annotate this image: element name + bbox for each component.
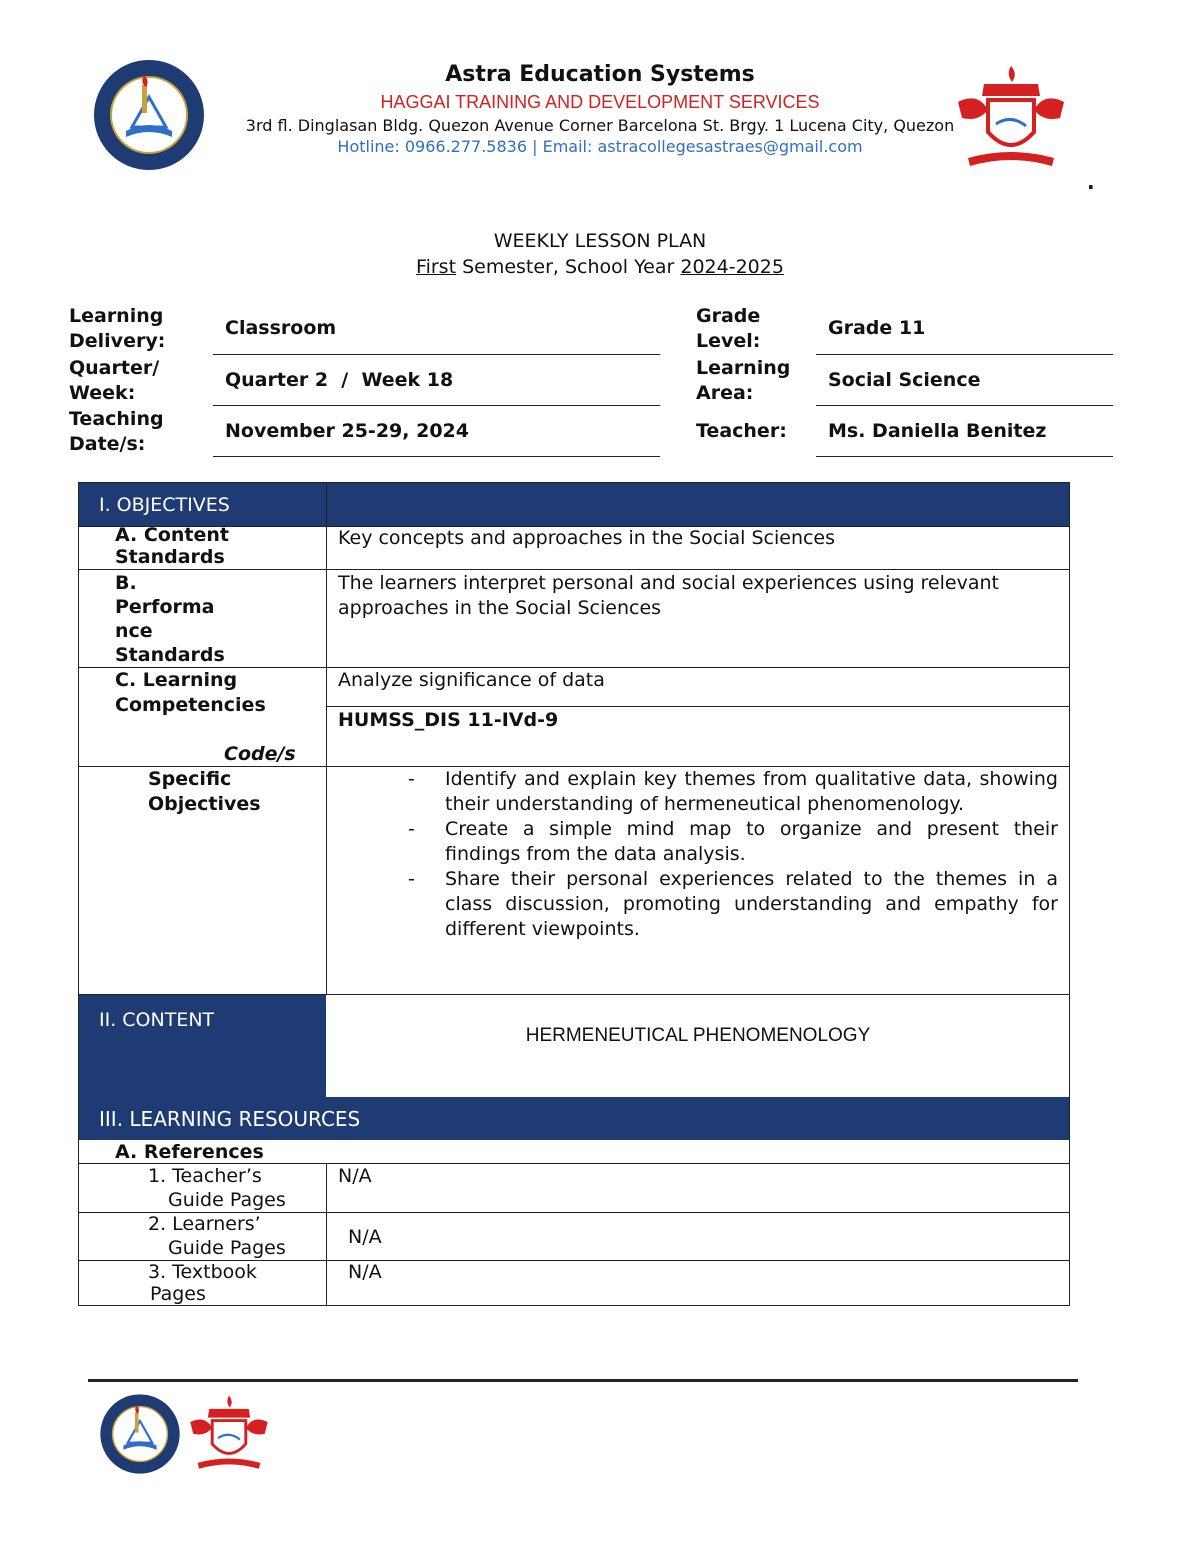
performance-standards-label-4: Standards bbox=[115, 644, 225, 666]
delivery-underline bbox=[213, 354, 660, 355]
semester-name: First bbox=[416, 256, 457, 278]
teachers-guide-label-1: 1. Teacher’s bbox=[148, 1165, 262, 1187]
content-value: HERMENEUTICAL PHENOMENOLOGY bbox=[525, 1025, 871, 1046]
content-header: II. CONTENT bbox=[99, 1009, 215, 1031]
org-subtitle: HAGGAI TRAINING AND DEVELOPMENT SERVICES bbox=[380, 92, 820, 112]
resources-header: III. LEARNING RESOURCES bbox=[99, 1107, 361, 1131]
specific-objectives-list bbox=[408, 767, 1058, 942]
objectives-header: I. OBJECTIVES bbox=[99, 494, 230, 516]
plan-semester bbox=[0, 256, 1200, 278]
teacher-label: Teacher: bbox=[696, 420, 787, 442]
date-label: Teaching Date/s: bbox=[69, 408, 164, 455]
date-underline bbox=[213, 456, 660, 457]
performance-standards-label-1: B. bbox=[115, 572, 137, 594]
row-divider bbox=[326, 706, 1069, 707]
date-value: November 25-29, 2024 bbox=[225, 420, 469, 442]
quarter-value: Quarter 2 / Week 18 bbox=[225, 369, 454, 391]
objective-item bbox=[408, 767, 1058, 817]
learners-guide-value: N/A bbox=[348, 1226, 382, 1248]
content-header-band bbox=[79, 995, 326, 1097]
plan-title: WEEKLY LESSON PLAN bbox=[493, 230, 707, 252]
performance-standards-value: The learners interpret personal and social experiences using relevant approaches in the Social Sciences bbox=[338, 572, 999, 619]
teachers-guide-value: N/A bbox=[338, 1165, 372, 1187]
grade-value: Grade 11 bbox=[828, 317, 926, 339]
dash-bullet: - bbox=[408, 868, 415, 890]
dash-bullet: - bbox=[408, 768, 415, 790]
delivery-label: Learning Delivery: bbox=[69, 305, 166, 352]
references-label: A. References bbox=[115, 1141, 264, 1163]
area-underline bbox=[816, 405, 1113, 406]
org-address: 3rd fl. Dinglasan Bldg. Quezon Avenue Corner Barcelona St. Brgy. 1 Lucena City, Quezon bbox=[245, 116, 955, 135]
teachers-guide-label-2: Guide Pages bbox=[168, 1189, 286, 1211]
code-label: Code/s bbox=[224, 743, 296, 765]
teacher-value: Ms. Daniella Benitez bbox=[828, 420, 1047, 442]
learners-guide-label-1: 2. Learners’ bbox=[148, 1213, 261, 1235]
learners-guide-label-2: Guide Pages bbox=[168, 1237, 286, 1259]
area-label: Learning Area: bbox=[696, 357, 791, 404]
textbook-value: N/A bbox=[348, 1261, 382, 1283]
content-standards-label: A. Content Standards bbox=[115, 524, 229, 568]
objectives-header-band bbox=[79, 483, 1069, 526]
org-name: Astra Education Systems bbox=[445, 62, 755, 87]
dash-bullet: - bbox=[408, 818, 415, 840]
stray-dot: . bbox=[1087, 170, 1095, 194]
objective-text: Identify and explain key themes from qualitative data, showing their understanding of hermeneutical phenomenology. bbox=[445, 768, 1058, 815]
grade-label: Grade Level: bbox=[696, 305, 761, 352]
quarter-underline bbox=[213, 405, 660, 406]
column-divider bbox=[326, 1163, 327, 1305]
objective-item bbox=[408, 867, 1058, 942]
org-contact: Hotline: 0966.277.5836 | Email: astracollegesastraes@gmail.com bbox=[337, 137, 863, 156]
specific-objectives-label: Specific Objectives bbox=[148, 768, 261, 815]
teacher-underline bbox=[816, 456, 1113, 457]
competencies-label: C. Learning Competencies bbox=[115, 669, 266, 716]
code-value: HUMSS_DIS 11-IVd-9 bbox=[338, 709, 559, 731]
resources-header-band bbox=[79, 1097, 1069, 1140]
textbook-label-1: 3. Textbook bbox=[148, 1261, 257, 1283]
row-divider bbox=[79, 569, 1069, 570]
delivery-value: Classroom bbox=[225, 317, 337, 339]
objective-text: Create a simple mind map to organize and present their findings from the data analysis. bbox=[445, 818, 1058, 865]
competency-value: Analyze significance of data bbox=[338, 669, 605, 691]
footer-rule bbox=[88, 1379, 1078, 1382]
textbook-label-2: Pages bbox=[150, 1283, 206, 1305]
area-value: Social Science bbox=[828, 369, 981, 391]
content-standards-value: Key concepts and approaches in the Social Sciences bbox=[338, 527, 836, 549]
haggai-crest-logo bbox=[183, 1392, 275, 1474]
performance-standards-label-3: nce bbox=[115, 620, 153, 642]
objective-text: Share their personal experiences related to the themes in a class discussion, promoting understanding and empathy for different viewpoints. bbox=[445, 868, 1058, 940]
performance-standards-label-2: Performa bbox=[115, 596, 215, 618]
objective-item bbox=[408, 817, 1058, 867]
column-divider bbox=[326, 483, 327, 995]
semester-rest: Semester, School Year bbox=[456, 256, 681, 278]
school-year: 2024-2025 bbox=[680, 256, 784, 278]
row-divider bbox=[79, 994, 1069, 995]
quarter-label: Quarter/ Week: bbox=[69, 357, 160, 404]
grade-underline bbox=[816, 354, 1113, 355]
astra-logo bbox=[96, 1390, 184, 1478]
